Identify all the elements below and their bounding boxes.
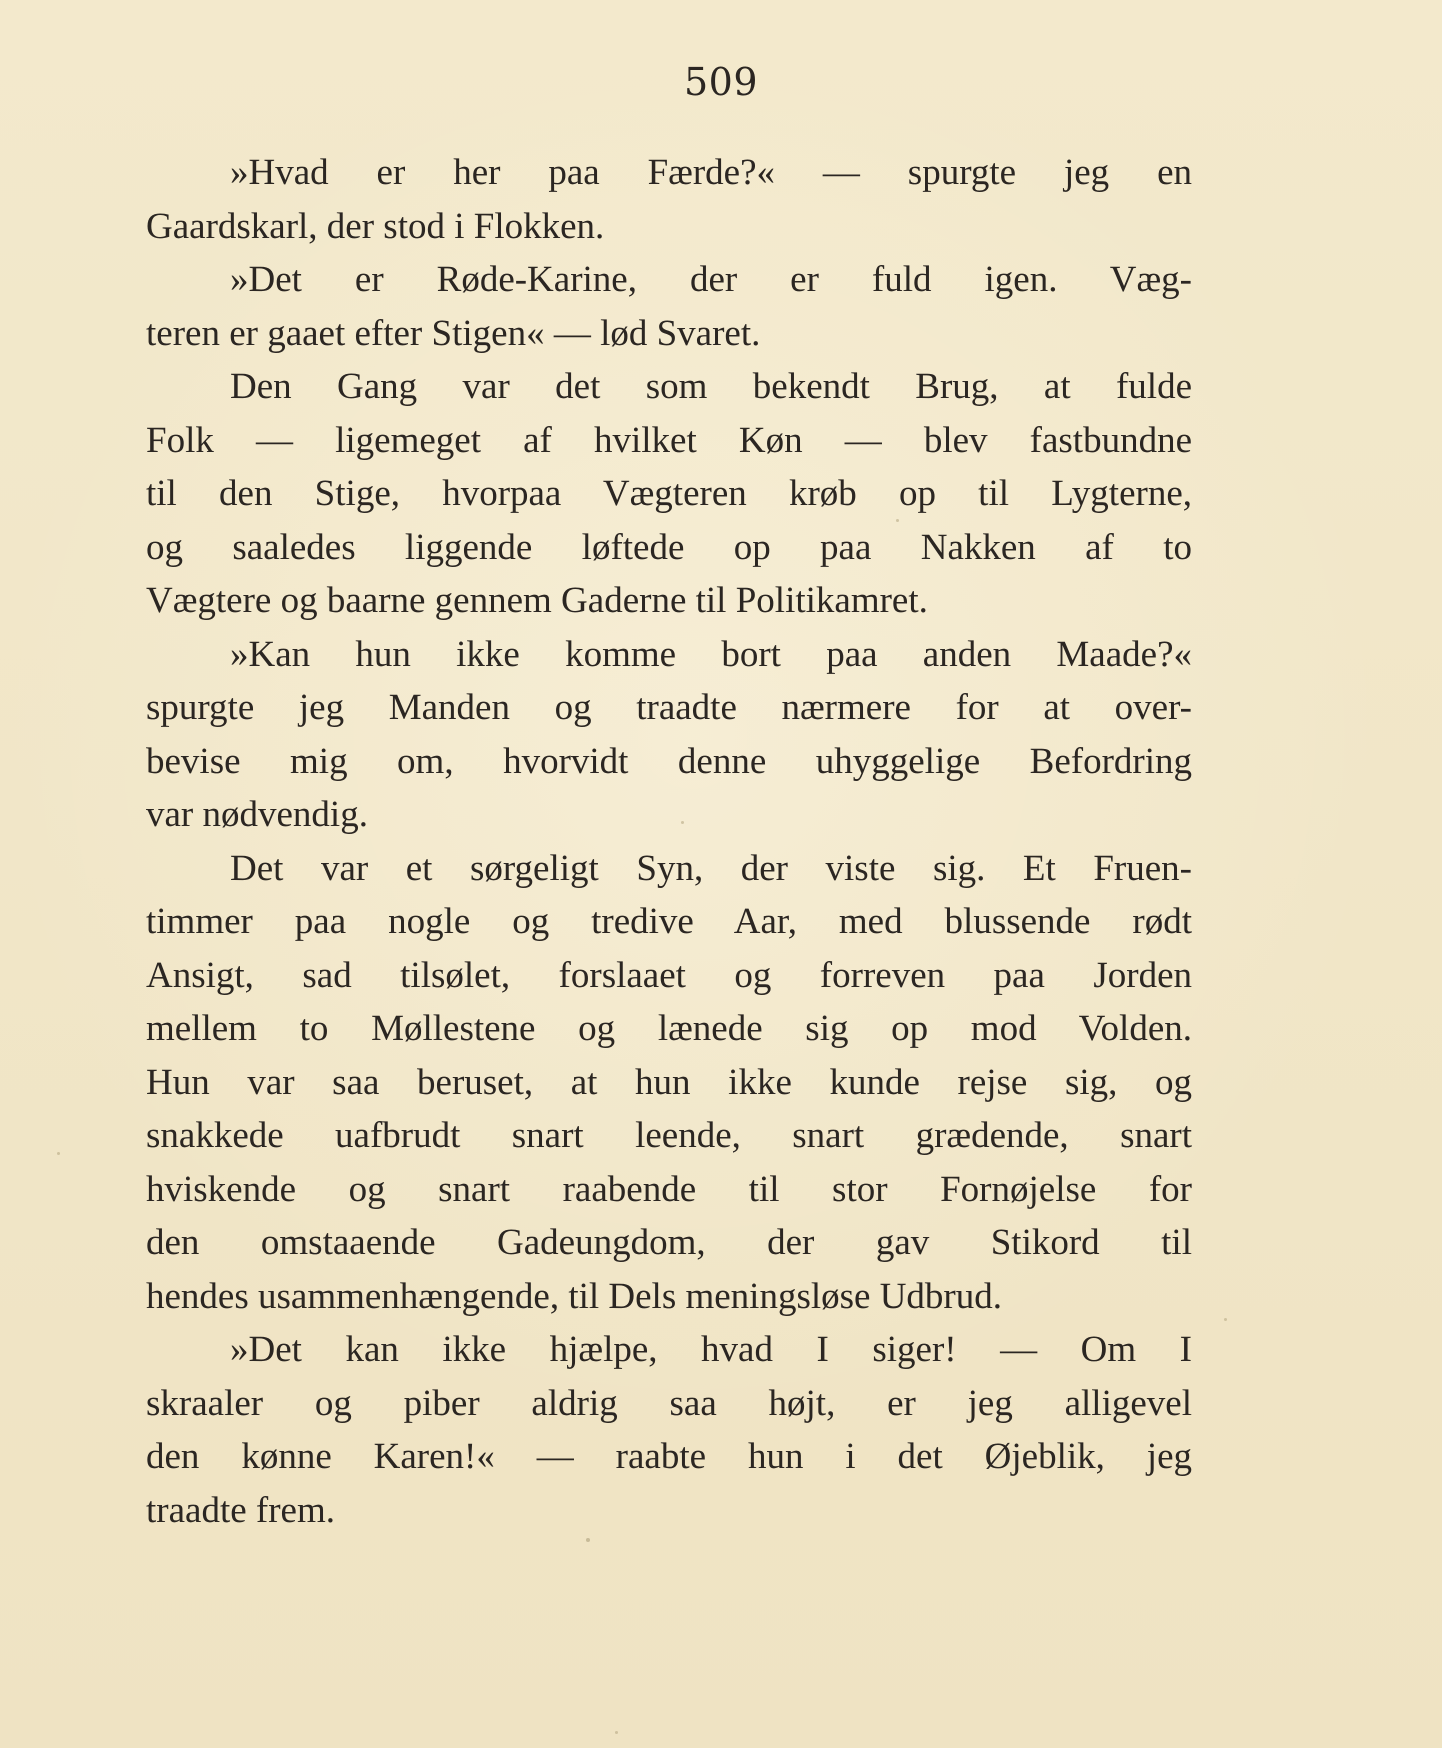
paper-speck (681, 821, 684, 824)
text-line: hendes usammenhængende, til Dels meningsløse Udbrud. (146, 1275, 1003, 1317)
text-line: spurgte jeg Manden og traadte nærmere for at over- (146, 687, 1192, 728)
text-line: Vægtere og baarne gennem Gaderne til Politikamret. (146, 580, 928, 621)
text-line: mellem to Møllestene og lænede sig op mod Volden. (146, 1008, 1192, 1049)
text-line: »Det kan ikke hjælpe, hvad I siger! — Om I (230, 1329, 1192, 1370)
text-line: Hun var saa beruset, at hun ikke kunde rejse sig, og (146, 1061, 1192, 1103)
paper-speck (1224, 1318, 1227, 1321)
text-line: »Kan hun ikke komme bort paa anden Maade?« (230, 633, 1192, 675)
text-line: og saaledes liggende løftede op paa Nakken af to (146, 526, 1192, 568)
text-line: var nødvendig. (146, 794, 368, 835)
text-line: Folk — ligemeget af hvilket Køn — blev fastbundne (146, 419, 1192, 461)
text-line: »Hvad er her paa Færde?« — spurgte jeg en (230, 152, 1192, 193)
text-line: teren er gaaet efter Stigen« — lød Svaret. (146, 312, 761, 354)
paper-speck (586, 1538, 590, 1542)
text-line: den omstaaende Gadeungdom, der gav Stikord til (146, 1222, 1192, 1263)
text-line: til den Stige, hvorpaa Vægteren krøb op til Lygterne, (146, 473, 1192, 514)
paper-speck (57, 1152, 60, 1155)
text-line: hviskende og snart raabende til stor Fornøjelse for (146, 1168, 1192, 1210)
text-line: traadte frem. (146, 1489, 335, 1531)
paper-speck (615, 1731, 618, 1734)
text-line: den kønne Karen!« — raabte hun i det Øjeblik, jeg (146, 1436, 1192, 1477)
text-line: bevise mig om, hvorvidt denne uhyggelige Befordring (146, 740, 1192, 782)
text-line: timmer paa nogle og tredive Aar, med blussende rødt (146, 901, 1192, 942)
text-line: snakkede uafbrudt snart leende, snart grædende, snart (146, 1115, 1192, 1156)
paper-speck (896, 519, 899, 522)
text-line: Gaardskarl, der stod i Flokken. (146, 205, 605, 247)
text-line: Det var et sørgeligt Syn, der viste sig. Et Fruen- (230, 847, 1192, 889)
page-number: 509 (683, 60, 759, 104)
body-text (146, 146, 1192, 1537)
text-line: »Det er Røde-Karine, der er fuld igen. Væg- (230, 259, 1192, 300)
text-line: skraaler og piber aldrig saa højt, er jeg alligevel (146, 1382, 1192, 1424)
text-line: Ansigt, sad tilsølet, forslaaet og forreven paa Jorden (146, 954, 1192, 996)
text-line: Den Gang var det som bekendt Brug, at fulde (230, 366, 1192, 407)
